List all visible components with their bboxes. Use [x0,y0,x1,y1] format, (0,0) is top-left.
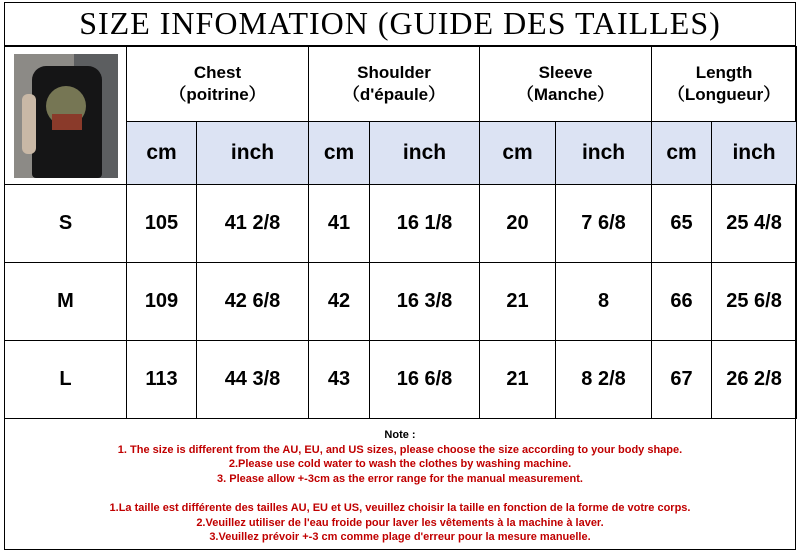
cell: 16 1/8 [370,185,480,263]
unit-cm: cm [652,122,712,185]
header-length [652,47,797,122]
unit-inch: inch [556,122,652,185]
unit-inch: inch [370,122,480,185]
header-sleeve-label: Sleeve [538,63,593,82]
chart-title: SIZE INFOMATION (GUIDE DES TAILLES) [4,2,796,46]
size-label: L [5,341,127,419]
notes-title: Note : [384,429,416,441]
header-shoulder-label-fr: （d'épaule） [342,85,446,104]
note-fr-1: 1.La taille est différente des tailles AU, EU et US, veuillez choisir la taille en fonction de la forme de votre corps. [109,502,691,514]
cell: 25 4/8 [712,185,797,263]
header-sleeve-label-fr: （Manche） [516,85,615,104]
unit-cm: cm [480,122,556,185]
header-shoulder [309,47,480,122]
product-photo [14,54,118,178]
header-length-label-fr: （Longueur） [667,85,781,104]
cell: 16 3/8 [370,263,480,341]
header-shoulder-label: Shoulder [357,63,431,82]
note-en-3: 3. Please allow +-3cm as the error range for the manual measurement. [217,472,583,485]
cell: 109 [127,263,197,341]
cell: 44 3/8 [197,341,309,419]
note-fr-3: 3.Veuillez prévoir +-3 cm comme plage d'erreur pour la mesure manuelle. [209,531,591,543]
note-fr-2: 2.Veuillez utiliser de l'eau froide pour laver les vêtements à la machine à laver. [196,516,604,529]
cell: 105 [127,185,197,263]
cell: 66 [652,263,712,341]
note-en-1: 1. The size is different from the AU, EU, and US sizes, please choose the size according to your body shape. [117,443,683,456]
cell: 65 [652,185,712,263]
product-photo-cell [5,47,127,185]
cell: 113 [127,341,197,419]
table-row [5,341,797,419]
table-row [5,263,797,341]
cell: 41 [309,185,370,263]
size-label: S [5,185,127,263]
cell: 20 [480,185,556,263]
cell: 8 2/8 [556,341,652,419]
cell: 41 2/8 [197,185,309,263]
header-sleeve [480,47,652,122]
unit-cm: cm [127,122,197,185]
cell: 21 [480,263,556,341]
notes-section [4,424,796,550]
cell: 42 [309,263,370,341]
cell: 21 [480,341,556,419]
cell: 67 [652,341,712,419]
cell: 42 6/8 [197,263,309,341]
cell: 26 2/8 [712,341,797,419]
header-length-label: Length [695,63,753,82]
note-en-2: 2.Please use cold water to wash the clothes by washing machine. [228,458,572,470]
unit-cm: cm [309,122,370,185]
header-chest-label: Chest [193,63,242,82]
unit-inch: inch [197,122,309,185]
cell: 43 [309,341,370,419]
cell: 16 6/8 [370,341,480,419]
header-chest-label-fr: （poitrine） [169,85,266,104]
header-chest [127,47,309,122]
size-label: M [5,263,127,341]
cell: 25 6/8 [712,263,797,341]
table-row [5,185,797,263]
cell: 7 6/8 [556,185,652,263]
size-table [4,46,797,419]
unit-inch: inch [712,122,797,185]
cell: 8 [556,263,652,341]
